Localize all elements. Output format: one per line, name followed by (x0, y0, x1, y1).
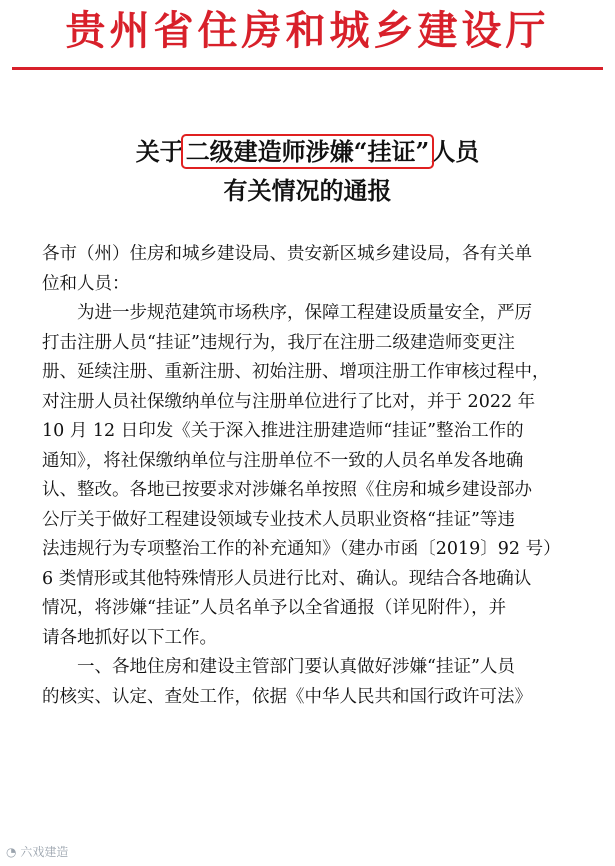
document-body (42, 240, 578, 712)
watermark-logo (6, 843, 68, 860)
title-suffix: 人员 (431, 137, 480, 166)
body-line: 6 类情形或其他特殊情形人员进行比对、确认。现结合各地确认 (42, 568, 532, 589)
masthead: 贵州省住房和城乡建设厅 (65, 8, 550, 54)
body-line: 的核实、认定、查处工作，依据《中华人民共和国行政许可法》 (42, 686, 532, 707)
red-divider (12, 67, 603, 70)
body-line: 各市（州）住房和城乡建设局、贵安新区城乡建设局，各有关单 (42, 244, 532, 264)
body-line: 对注册人员社保缴纳单位与注册单位进行了比对，并于 2022 年 (42, 391, 536, 412)
body-line: 通知》，将社保缴纳单位与注册单位不一致的人员名单发各地确 (42, 450, 524, 471)
body-line: 认、整改。各地已按要求对涉嫌名单按照《住房和城乡建设部办 (42, 480, 532, 500)
logo-icon: ◔ (6, 845, 17, 859)
body-line: 情况，将涉嫌“挂证”人员名单予以全省通报（详见附件），并 (42, 598, 507, 618)
body-line: 打击注册人员“挂证”违规行为，我厅在注册二级建造师变更注 (42, 332, 515, 353)
watermark-text: 六戏建造 (20, 845, 69, 859)
body-line: 位和人员： (42, 273, 130, 294)
body-line: 法违规行为专项整治工作的补充通知》（建办市函〔2019〕92 号） (42, 539, 561, 559)
document-title-line2: 有关情况的通报 (223, 176, 392, 205)
body-line: 册、延续注册、重新注册、初始注册、增项注册工作审核过程中， (42, 362, 550, 382)
document-title-line1 (0, 135, 615, 169)
body-line: 一、各地住房和建设主管部门要认真做好涉嫌“挂证”人员 (42, 657, 515, 677)
body-line: 为进一步规范建筑市场秩序，保障工程建设质量安全，严厉 (42, 303, 532, 323)
body-line: 10 月 12 日印发《关于深入推进注册建造师“挂证”整治工作的 (42, 421, 524, 441)
body-line: 公厅关于做好工程建设领域专业技术人员职业资格“挂证”等违 (42, 509, 515, 530)
title-prefix: 关于 (135, 137, 184, 166)
title-highlight: 二级建造师涉嫌“挂证” (185, 137, 430, 166)
body-line: 请各地抓好以下工作。 (42, 627, 217, 648)
